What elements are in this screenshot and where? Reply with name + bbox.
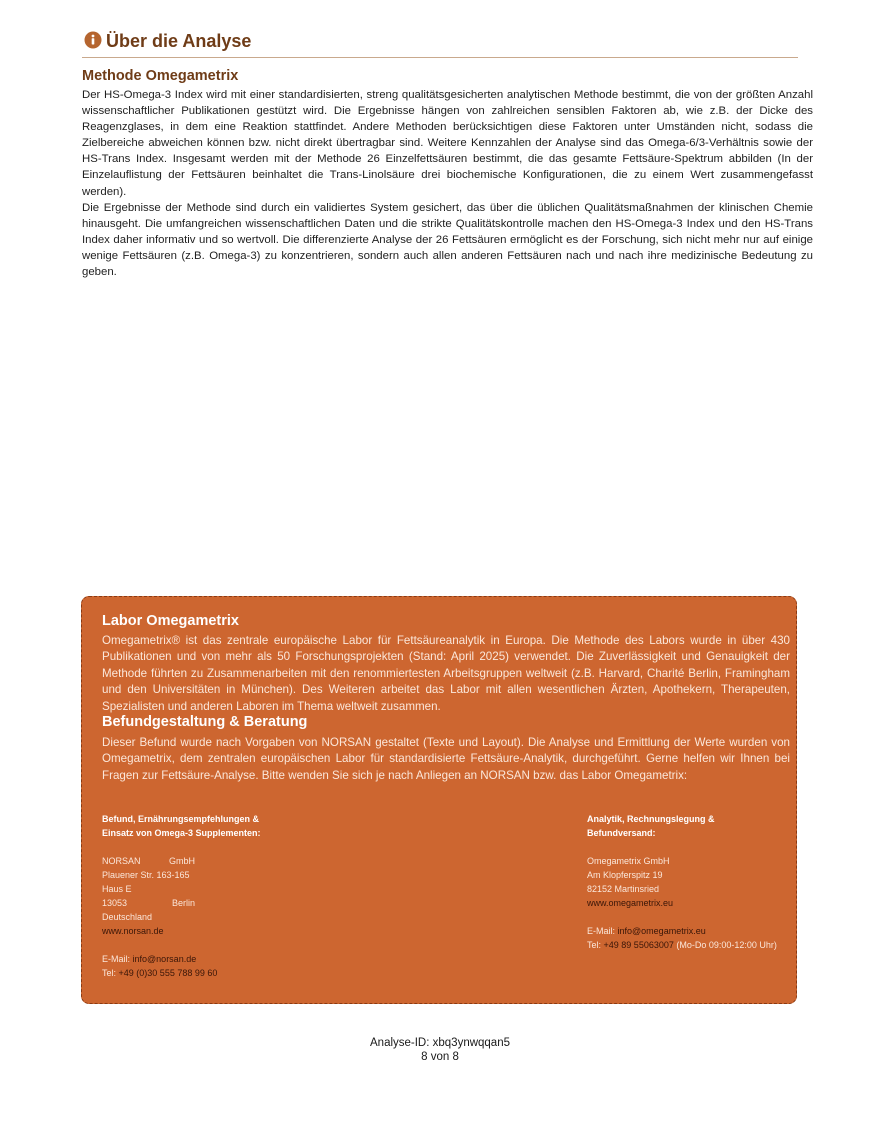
analysis-id: Analyse-ID: xbq3ynwqqan5 [370,1037,510,1049]
zip-city: 82152 Martinsried [587,884,660,894]
lab-info-box [81,596,797,1004]
befund-title: Befundgestaltung & Beratung [102,714,308,730]
befund-description: Dieser Befund wurde nach Vorgaben von NORSAN gestaltet (Texte und Layout). Die Analyse und Ermittlung der Werte wurden von Omegametrix, dem zentralen europäischen Labor für standardisierte Fettsäure-Analytik, durchgeführt. Gerne helfen wir Ihnen bei Fragen zur Fettsäure-Analyse. Bitte wenden Sie sich je nach Anliegen an NORSAN bzw. das Labor Omegametrix: [102,736,790,782]
contact-heading: Befund, Ernährungsempfehlungen & [102,814,260,824]
method-paragraph-1: Der HS-Omega-3 Index wird mit einer standardisierten, streng qualitätsgesicherten analytischen Methode bestimmt, die von der größten Anzahl wissenschaftlicher Publikationen gestützt wird. Die Ergebnisse hängen von zahlreichen sensiblen Faktoren ab, wie z.B. der Dicke des Reagenzglases, in dem eine Reaktion stattfindet. Andere Methoden berücksichtigen diese Faktoren unter Umständen nicht, sodass die Zielbereiche abweichen können bzw. nicht direkt übertragbar sind. Weitere Kennzahlen der Analyse sind das Omega-6/3-Verhältnis sowie der HS-Trans Index. Insgesamt werden mit der Methode 26 Einzelfettsäuren bestimmt, die das gesamte Fettsäure-Spektrum abbilden (In der Einzelauflistung der Fettsäuren beinhaltet die Trans-Linolsäure drei biochemische Konfigurationen, die zu einem Wert zusammengefasst werden). [82,89,813,198]
phone-number[interactable]: +49 89 55063007 [603,940,674,950]
page-title: Über die Analyse [106,31,252,51]
phone-line: Tel: +49 89 55063007 (Mo-Do 09:00-12:00 Uhr) [587,940,777,950]
street: Am Klopferspitz 19 [587,870,663,880]
method-description [82,87,813,280]
email-line: E-Mail: info@omegametrix.eu [587,926,706,936]
method-paragraph-2: Die Ergebnisse der Methode sind durch ein validiertes System gesichert, das über die üblichen Qualitätsmaßnahmen der klinischen Chemie hinausgeht. Die umfangreichen wissenschaftlichen Daten und die strikte Qualitätskontrolle machen den HS-Omega-3 Index und den HS-Trans Index daher informativ und so wertvoll. Die differenzierte Analyse der 26 Fettsäuren ermöglicht es der Forschung, sich nicht mehr nur auf einige wenige Fettsäuren (z.B. Omega-3) zu konzentrieren, sondern auch allen anderen Fettsäuren nach und nach ihre medizinische Bedeutung zu geben. [82,201,813,279]
email-link[interactable]: info@norsan.de [132,954,197,964]
house: Haus E [102,884,132,894]
contact-heading: Befundversand: [587,828,656,838]
page-number: 8 von 8 [421,1051,459,1063]
phone-number[interactable]: +49 (0)30 555 788 99 60 [118,968,218,978]
website-link[interactable]: www.norsan.de [102,926,164,936]
company-name: NORSAN GmbH [102,856,196,866]
lab-title: Labor Omegametrix [102,613,239,629]
phone-line: Tel: +49 (0)30 555 788 99 60 [102,968,218,978]
info-circle-icon [84,31,102,49]
company-name: Omegametrix GmbH [587,856,670,866]
email-line: E-Mail: info@norsan.de [102,954,197,964]
street: Plauener Str. 163-165 [102,870,190,880]
office-hours: (Mo-Do 09:00-12:00 Uhr) [676,940,777,950]
method-title: Methode Omegametrix [82,68,239,84]
country: Deutschland [102,912,153,922]
contact-norsan [102,812,362,980]
contact-heading: Einsatz von Omega-3 Supplementen: [102,828,261,838]
contact-heading: Analytik, Rechnungslegung & [587,814,715,824]
email-link[interactable]: info@omegametrix.eu [617,926,706,936]
lab-description: Omegametrix® ist das zentrale europäische Labor für Fettsäureanalytik in Europa. Die Methode des Labors wurde in über 430 Publikationen und von mehr als 50 Forschungsprojekten (Stand: April 2025) verwendet. Die Zuverlässigkeit und Genauigkeit der Methode führten zu Zusammenarbeiten mit den renommiertesten Arbeitsgruppen weltweit (z.B. Harvard, Charité Berlin, Framingham und den Universitäten in München). Des Weiteren arbeitet das Labor mit allen wesentlichen Ärzten, Apothekern, Therapeuten, Spezialisten und anderen Laboren im Thema weltweit zusammen. [102,634,790,713]
zip-city: 13053 Berlin [102,898,196,908]
contact-omegametrix [587,812,787,952]
website-link[interactable]: www.omegametrix.eu [587,898,674,908]
section-header [82,29,798,58]
page-footer [0,1036,880,1064]
